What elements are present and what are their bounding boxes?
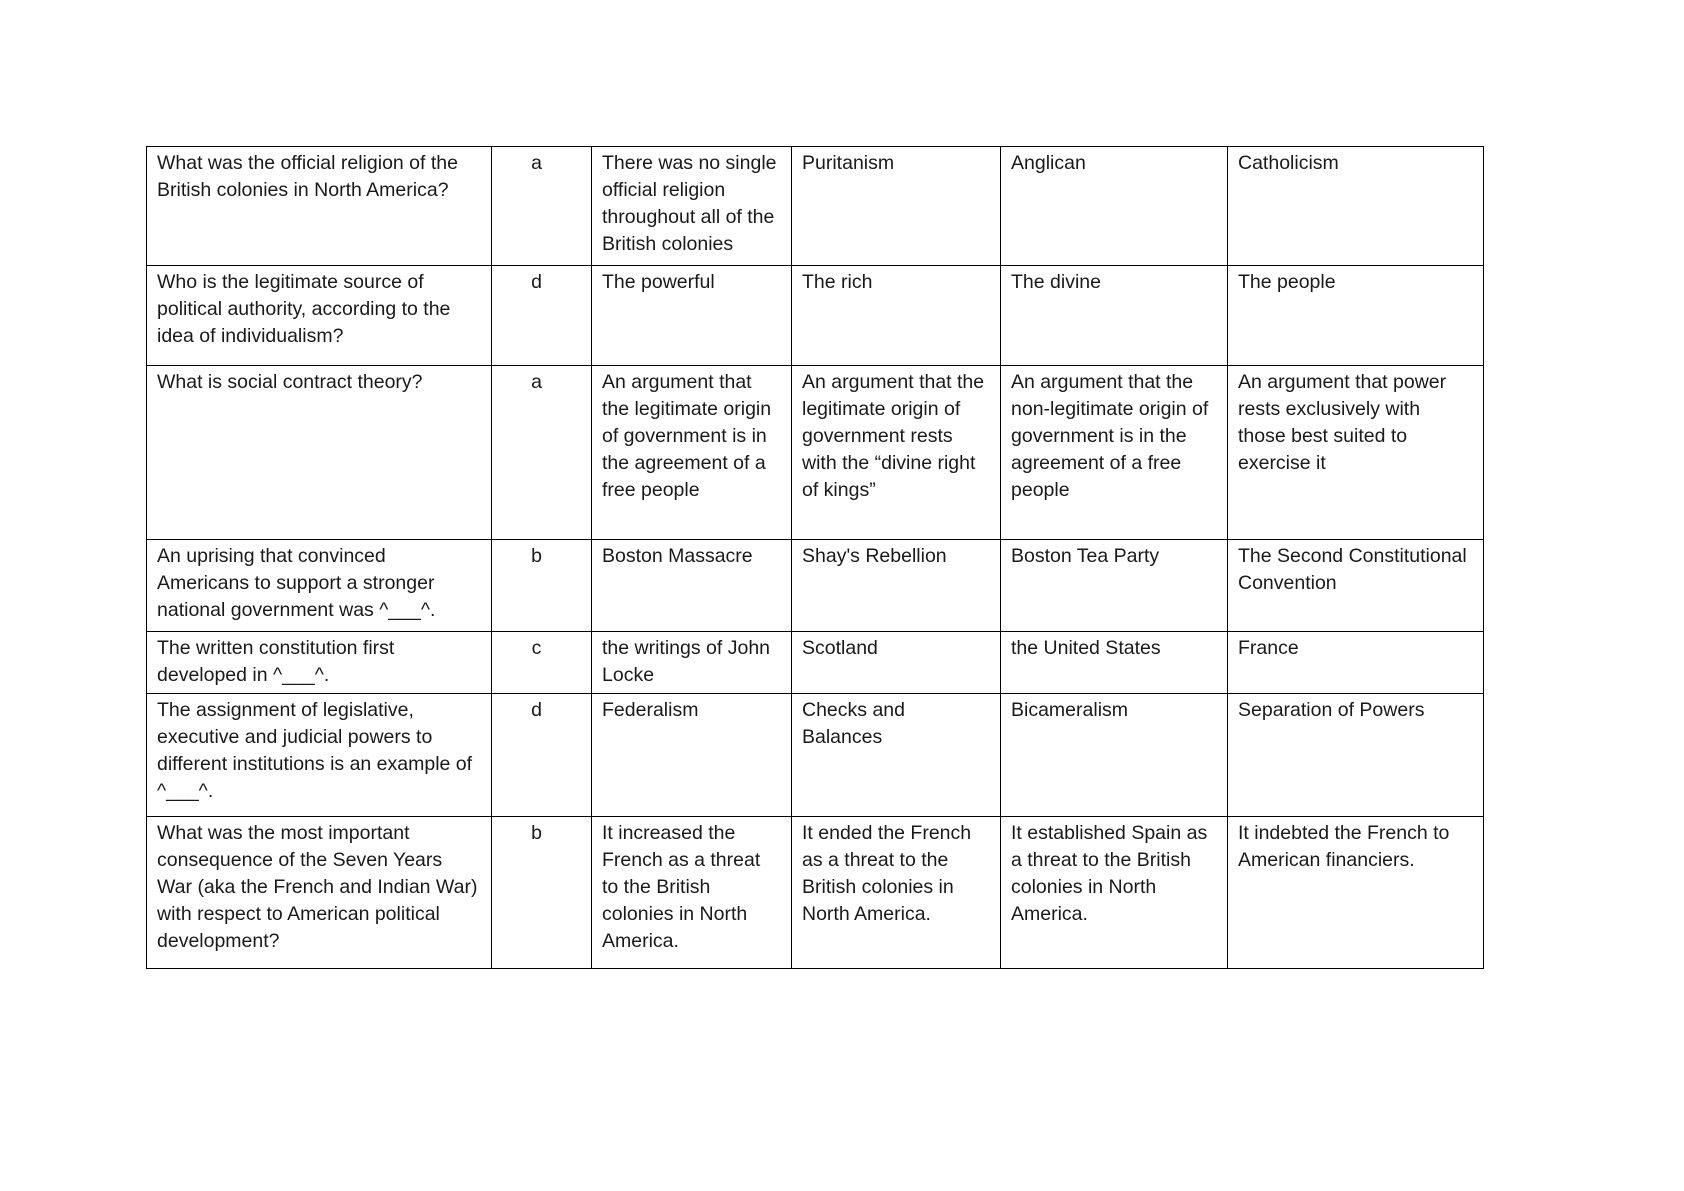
option-a-cell: There was no single official religion throughout all of the British colonies — [592, 147, 792, 266]
table-row — [147, 694, 1484, 817]
table-row — [147, 366, 1484, 540]
answer-cell: a — [492, 147, 592, 266]
option-b-cell: It ended the French as a threat to the British colonies in North America. — [792, 817, 1001, 969]
option-b-cell: Puritanism — [792, 147, 1001, 266]
option-d-cell: The people — [1228, 266, 1484, 366]
table-row — [147, 540, 1484, 632]
option-c-cell: Boston Tea Party — [1001, 540, 1228, 632]
question-cell: What is social contract theory? — [147, 366, 492, 540]
option-a-cell: The powerful — [592, 266, 792, 366]
option-c-cell: The divine — [1001, 266, 1228, 366]
table-row — [147, 147, 1484, 266]
option-a-cell: An argument that the legitimate origin of government is in the agreement of a free people — [592, 366, 792, 540]
option-b-cell: Shay's Rebellion — [792, 540, 1001, 632]
option-a-cell: the writings of John Locke — [592, 632, 792, 694]
question-cell: The assignment of legislative, executive and judicial powers to different institutions is an example of ^___^. — [147, 694, 492, 817]
question-cell: What was the official religion of the British colonies in North America? — [147, 147, 492, 266]
answer-cell: a — [492, 366, 592, 540]
answer-cell: d — [492, 266, 592, 366]
table-row — [147, 817, 1484, 969]
option-a-cell: Boston Massacre — [592, 540, 792, 632]
quiz-table — [146, 146, 1484, 969]
option-c-cell: It established Spain as a threat to the British colonies in North America. — [1001, 817, 1228, 969]
question-cell: An uprising that convinced Americans to support a stronger national government was ^___^. — [147, 540, 492, 632]
table-row — [147, 266, 1484, 366]
option-c-cell: Bicameralism — [1001, 694, 1228, 817]
option-a-cell: It increased the French as a threat to the British colonies in North America. — [592, 817, 792, 969]
answer-cell: d — [492, 694, 592, 817]
option-d-cell: Separation of Powers — [1228, 694, 1484, 817]
option-c-cell: Anglican — [1001, 147, 1228, 266]
option-b-cell: The rich — [792, 266, 1001, 366]
option-b-cell: Scotland — [792, 632, 1001, 694]
option-d-cell: An argument that power rests exclusively with those best suited to exercise it — [1228, 366, 1484, 540]
table-row — [147, 632, 1484, 694]
option-c-cell: the United States — [1001, 632, 1228, 694]
answer-cell: c — [492, 632, 592, 694]
answer-cell: b — [492, 817, 592, 969]
option-b-cell: Checks and Balances — [792, 694, 1001, 817]
question-cell: What was the most important consequence of the Seven Years War (aka the French and Indian War) with respect to American political development? — [147, 817, 492, 969]
option-d-cell: France — [1228, 632, 1484, 694]
option-b-cell: An argument that the legitimate origin of government rests with the “divine right of kings” — [792, 366, 1001, 540]
question-cell: Who is the legitimate source of political authority, according to the idea of individualism? — [147, 266, 492, 366]
option-c-cell: An argument that the non-legitimate origin of government is in the agreement of a free people — [1001, 366, 1228, 540]
option-d-cell: Catholicism — [1228, 147, 1484, 266]
question-cell: The written constitution first developed in ^___^. — [147, 632, 492, 694]
option-a-cell: Federalism — [592, 694, 792, 817]
option-d-cell: The Second Constitutional Convention — [1228, 540, 1484, 632]
answer-cell: b — [492, 540, 592, 632]
option-d-cell: It indebted the French to American financiers. — [1228, 817, 1484, 969]
